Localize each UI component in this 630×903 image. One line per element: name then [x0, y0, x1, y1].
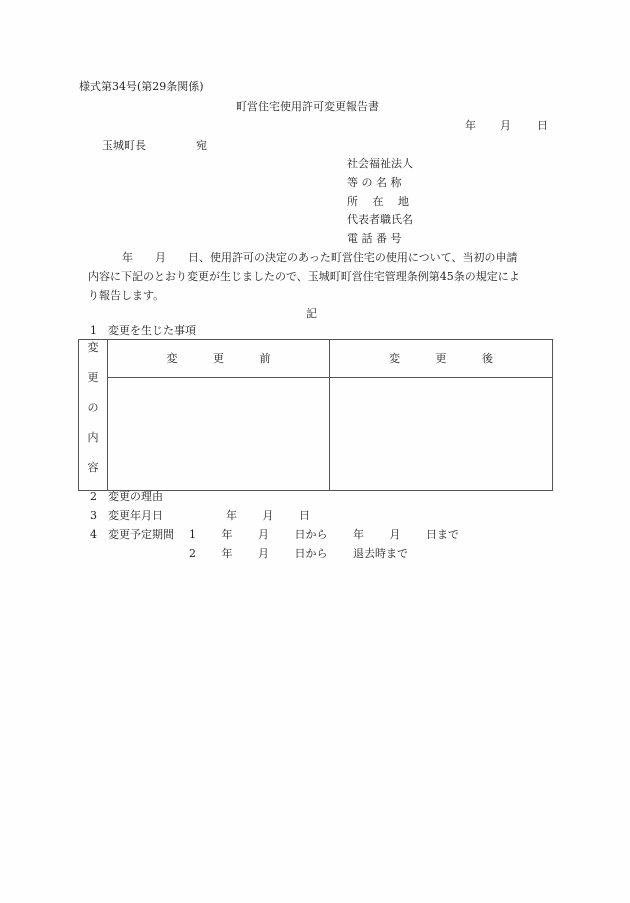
section-4-option-1: 1 年 月 日から 年 月 日まで — [189, 528, 459, 541]
change-content-table — [78, 339, 553, 491]
date-month: 月 — [500, 119, 511, 132]
header-char: 更 — [213, 352, 224, 366]
body-line-3: り報告します。 — [88, 289, 165, 302]
addressee-honorific: 宛 — [196, 139, 207, 152]
header-char: 前 — [259, 352, 271, 366]
form-number: 様式第34号(第29条関係) — [79, 80, 204, 93]
date-year: 年 — [465, 119, 476, 132]
header-char: 更 — [435, 352, 447, 366]
header-char: 変 — [389, 352, 400, 366]
header-char: 後 — [482, 352, 493, 366]
header-char: 変 — [166, 352, 178, 366]
after-content-cell[interactable] — [330, 377, 553, 490]
section-1-heading: 1 変更を生じた事項 — [90, 324, 196, 337]
before-content-cell[interactable] — [108, 377, 330, 490]
section-4-label: 4 変更予定期間 — [90, 528, 174, 541]
applicant-field-address: 所 在 地 — [347, 195, 409, 208]
side-label-char: 内 — [87, 431, 99, 444]
applicant-field-org: 社会福祉法人 — [347, 157, 413, 170]
body-line-1: 年 月 日、使用許可の決定のあった町営住宅の使用について、当初の申請 — [122, 251, 518, 264]
side-label-char: 変 — [87, 341, 99, 354]
side-label-cell — [79, 340, 108, 491]
section-2-heading: 2 変更の理由 — [90, 490, 163, 503]
side-label-char: 容 — [87, 461, 99, 474]
section-3-date: 年 月 日 — [226, 509, 310, 522]
addressee-name: 玉城町長 — [102, 139, 146, 152]
applicant-field-name: 等 の 名 称 — [347, 176, 402, 189]
section-3-label: 3 変更年月日 — [90, 509, 163, 522]
applicant-field-phone: 電 話 番 号 — [347, 232, 402, 245]
body-line-2: 内容に下記のとおり変更が生じましたので、玉城町町営住宅管理条例第45条の規定によ — [88, 270, 520, 283]
side-label-char: の — [87, 401, 99, 414]
section-4-option-2: 2 年 月 日から 退去時まで — [189, 547, 408, 560]
after-header — [330, 340, 553, 378]
before-header — [108, 340, 330, 378]
ki-heading: 記 — [306, 307, 317, 320]
date-day: 日 — [537, 119, 548, 132]
document-title: 町営住宅使用許可変更報告書 — [236, 100, 379, 113]
applicant-field-representative: 代表者職氏名 — [347, 213, 413, 226]
side-label-char: 更 — [87, 371, 99, 384]
